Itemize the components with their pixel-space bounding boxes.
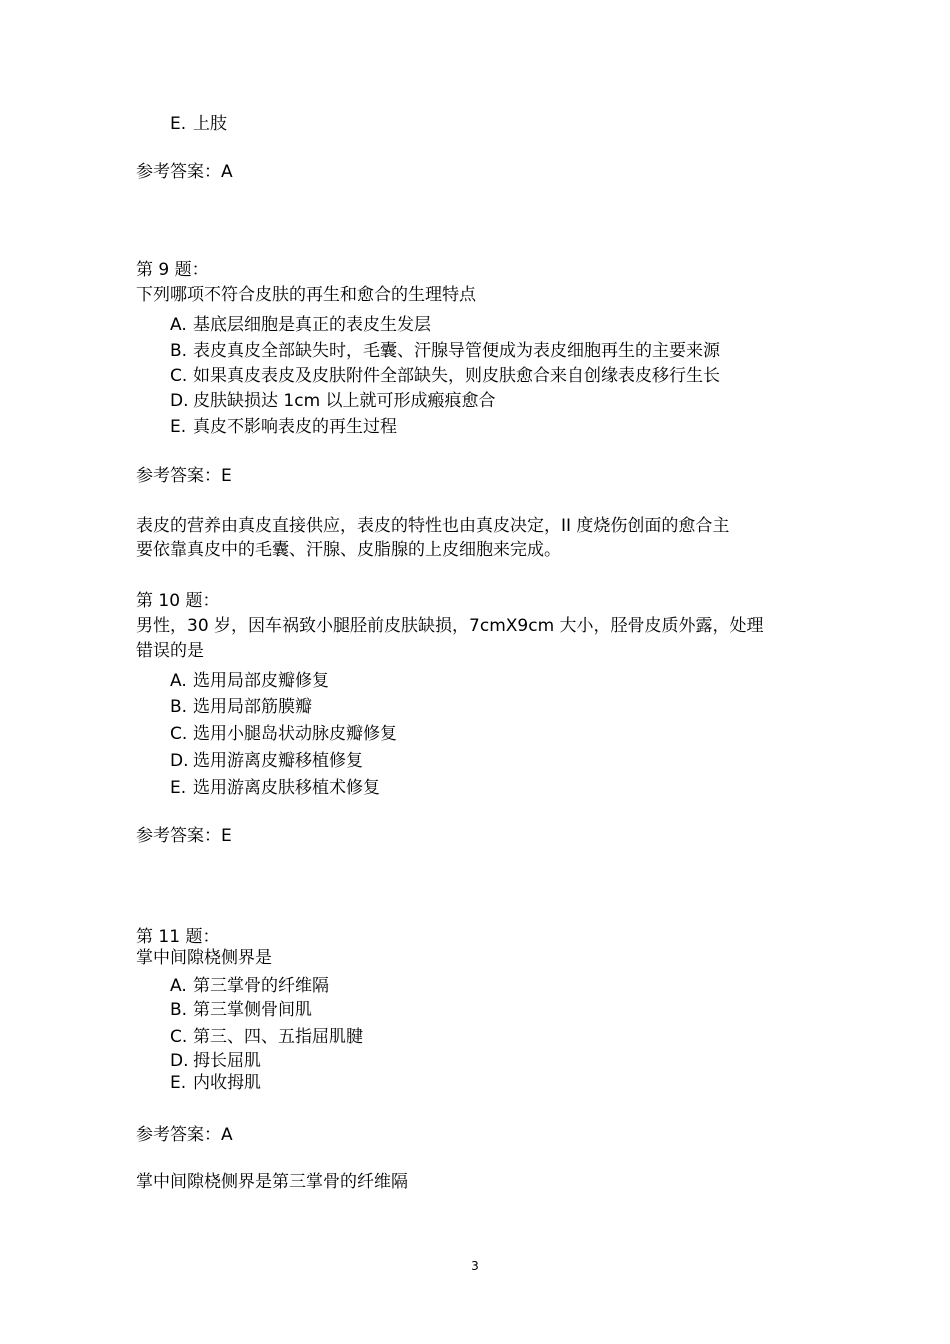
option-label: B.: [170, 1000, 188, 1020]
prev-answer: 参考答案：A: [136, 162, 233, 182]
option-label: B.: [170, 697, 188, 717]
q9-option-b: [170, 339, 720, 363]
option-label: C.: [170, 1027, 188, 1047]
q9-option-e: [170, 415, 397, 439]
option-label: B.: [170, 341, 188, 361]
option-label: E.: [170, 114, 187, 134]
q11-number: 第 11 题：: [136, 927, 220, 947]
q9-number: 第 9 题：: [136, 260, 209, 280]
q10-option-d: [170, 749, 363, 773]
option-label: D.: [170, 751, 189, 771]
q9-explanation-line1: 表皮的营养由真皮直接供应，表皮的特性也由真皮决定，II 度烧伤创面的愈合主: [136, 516, 730, 536]
prev-option-e: [170, 112, 227, 136]
q9-option-c: [170, 364, 720, 388]
q11-answer: 参考答案：A: [136, 1125, 233, 1145]
option-text: 选用游离皮瓣移植修复: [193, 751, 363, 771]
option-label: E.: [170, 778, 187, 798]
option-label: D.: [170, 391, 189, 411]
q11-explanation: 掌中间隙桡侧界是第三掌骨的纤维隔: [136, 1172, 408, 1192]
option-text: 皮肤缺损达 1cm 以上就可形成瘢痕愈合: [193, 391, 496, 411]
option-text: 基底层细胞是真正的表皮生发层: [193, 315, 431, 335]
q10-option-b: [170, 695, 312, 719]
option-label: C.: [170, 724, 188, 744]
q9-answer: 参考答案：E: [136, 466, 232, 486]
q10-answer: 参考答案：E: [136, 826, 232, 846]
option-text: 上肢: [193, 114, 227, 134]
option-label: A.: [170, 976, 187, 996]
q11-option-e: [170, 1071, 261, 1095]
option-label: A.: [170, 315, 187, 335]
q10-option-e: [170, 776, 380, 800]
q10-option-a: [170, 669, 329, 693]
option-text: 选用游离皮肤移植术修复: [193, 778, 380, 798]
option-label: A.: [170, 671, 187, 691]
option-text: 第三、四、五指屈肌腱: [193, 1027, 363, 1047]
q9-option-d: [170, 389, 496, 413]
q9-explanation-line2: 要依靠真皮中的毛囊、汗腺、皮脂腺的上皮细胞来完成。: [136, 540, 561, 560]
option-label: E.: [170, 1073, 187, 1093]
q10-stem-line1: 男性，30 岁，因车祸致小腿胫前皮肤缺损，7cmX9cm 大小，胫骨皮质外露，处理: [136, 616, 764, 636]
q11-option-c: [170, 1025, 363, 1049]
q10-option-c: [170, 722, 397, 746]
option-text: 选用小腿岛状动脉皮瓣修复: [193, 724, 397, 744]
option-text: 第三掌骨的纤维隔: [193, 976, 329, 996]
option-label: D.: [170, 1051, 189, 1071]
option-text: 第三掌侧骨间肌: [193, 1000, 312, 1020]
q11-option-a: [170, 974, 329, 998]
q11-stem: 掌中间隙桡侧界是: [136, 948, 272, 968]
option-label: E.: [170, 417, 187, 437]
option-text: 内收拇肌: [193, 1073, 261, 1093]
option-text: 选用局部皮瓣修复: [193, 671, 329, 691]
q10-stem-line2: 错误的是: [136, 641, 204, 661]
q9-option-a: [170, 313, 431, 337]
q11-option-b: [170, 998, 312, 1022]
q10-number: 第 10 题：: [136, 591, 220, 611]
page-number: 3: [471, 1259, 479, 1273]
option-text: 表皮真皮全部缺失时，毛囊、汗腺导管便成为表皮细胞再生的主要来源: [193, 341, 720, 361]
q9-stem: 下列哪项不符合皮肤的再生和愈合的生理特点: [136, 285, 476, 305]
option-text: 如果真皮表皮及皮肤附件全部缺失，则皮肤愈合来自创缘表皮移行生长: [193, 366, 720, 386]
option-text: 选用局部筋膜瓣: [193, 697, 312, 717]
option-label: C.: [170, 366, 188, 386]
option-text: 真皮不影响表皮的再生过程: [193, 417, 397, 437]
option-text: 拇长屈肌: [193, 1051, 261, 1071]
q11-option-d: [170, 1049, 261, 1073]
